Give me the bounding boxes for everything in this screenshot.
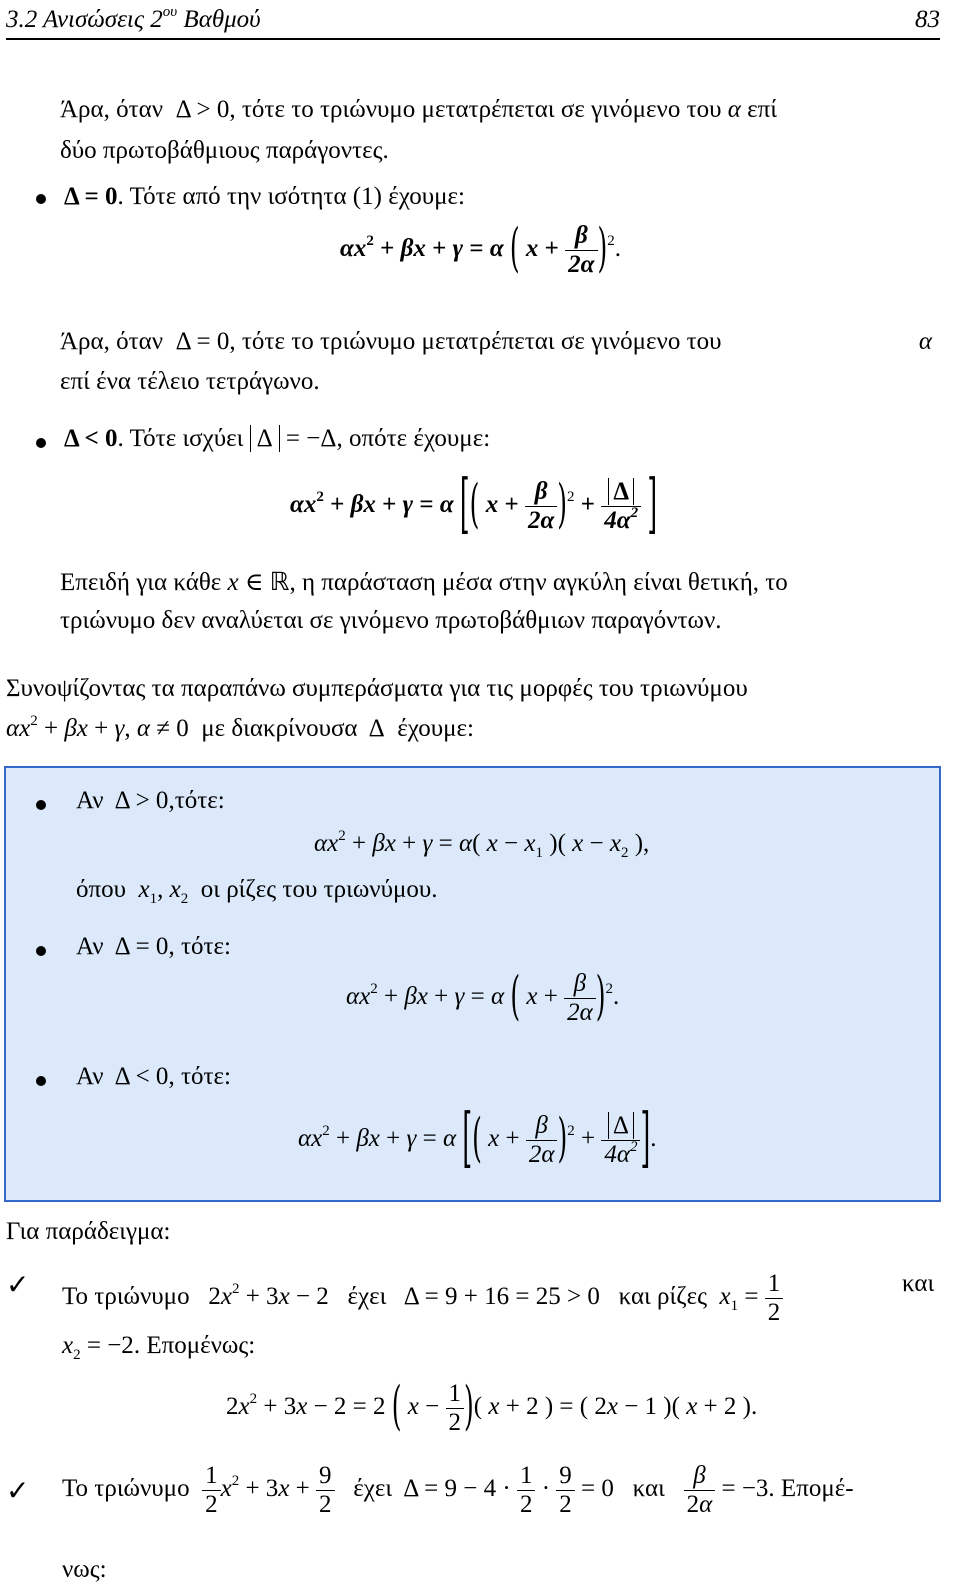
summary-case-positive: Αν Δ > 0,τότε: (76, 787, 225, 814)
bullet-icon (36, 800, 46, 810)
example-1-line: Το τριώνυμο $2x^2 + 3x - 2$ έχει Δ = 9 + 16 = 25 > 0 και ρίζες $x_1$ = $\frac{1}{2}$ (62, 1270, 783, 1327)
bullet-icon (36, 1076, 46, 1086)
paragraph-line: Συνοψίζοντας τα παραπάνω συμπεράσματα για τις μορφές του τριωνύμου (6, 675, 748, 702)
example-label: Για παράδειγμα: (6, 1218, 171, 1245)
example-1-and: και (902, 1270, 935, 1297)
paragraph-line: $\alpha x^2 + \beta x + \gamma$, α ≠ 0 με διακρίνουσα Δ έχουμε: (6, 713, 475, 742)
paragraph-line: δύο πρωτοβάθμιους παράγοντες. (60, 137, 389, 164)
chapter-title: 3.2 Ανισώσεις $2^{o\upsilon}$ Βαθμού (6, 4, 261, 33)
summary-case-zero: Αν Δ = 0, τότε: (76, 933, 231, 960)
bullet-icon (36, 438, 46, 448)
paragraph-line: Άρα, όταν Δ > 0, τότε το τριώνυμο μετατρέπεται σε γινόμενο του α επί (60, 96, 778, 123)
formula-perfect-square: $\alpha x^2 + \beta x + \gamma = \alpha$ ( x + $\frac{\beta}{2\alpha}$ )$^2$. (340, 217, 622, 279)
example-2-line: νως: (62, 1556, 107, 1583)
formula-factorization: $\alpha x^2 + \beta x + \gamma = \alpha$( $x - x_1$ )( $x - x_2$ ), (314, 828, 650, 861)
case-heading: Δ < 0. Τότε ισχύει Δ = −Δ, οπότε έχουμε: (64, 425, 491, 452)
formula-completed-square: $\alpha x^2 + \beta x + \gamma = \alpha$ [( x + $\frac{\beta}{2\alpha}$ )$^2$ + $\frac{\Delta}{4\alpha^2}$ ]. (298, 1100, 657, 1176)
paragraph-line: επί ένα τέλειο τετράγωνο. (60, 368, 320, 395)
formula-perfect-square: $\alpha x^2 + \beta x + \gamma = \alpha$ ( x + $\frac{\beta}{2\alpha}$ )$^2$. (346, 965, 620, 1027)
paragraph-line: Επειδή για κάθε x ∈ ℝ, η παράσταση μέσα στην αγκύλη είναι θετική, το (60, 567, 788, 596)
case-heading: Δ = 0. Τότε από την ισότητα (1) έχουμε: (64, 183, 465, 210)
summary-case-negative: Αν Δ < 0, τότε: (76, 1063, 231, 1090)
checkmark-icon: ✓ (6, 1474, 30, 1507)
page-header (6, 4, 940, 40)
formula-completed-square: $\alpha x^2 + \beta x + \gamma = \alpha$ [( x + $\frac{\beta}{2\alpha}$ )$^2$ + $\frac{\Delta}{4\alpha^2}$ ] (290, 466, 658, 542)
page-number: 83 (915, 6, 940, 33)
formula-example-1: $2x^2 + 3x - 2 = 2$ ( x − $\frac{1}{2}$ )( x + 2 ) = ( 2x − 1 )( x + 2 ). (226, 1375, 758, 1437)
checkmark-icon: ✓ (6, 1268, 30, 1301)
bullet-icon (36, 946, 46, 956)
roots-note: όπου $x_1$, $x_2$ οι ρίζες του τριωνύμου. (76, 876, 438, 907)
paragraph-line: τριώνυμο δεν αναλύεται σε γινόμενο πρωτοβάθμιων παραγόντων. (60, 607, 722, 634)
example-1-line: $x_2 = -2$. Επομένως: (62, 1332, 256, 1363)
bullet-icon (36, 194, 46, 204)
paragraph-line: Άρα, όταν Δ = 0, τότε το τριώνυμο μετατρέπεται σε γινόμενο του α (60, 328, 932, 355)
example-2-line: Το τριώνυμο $\frac{1}{2}$ $x^2 + 3x$ + $\frac{9}{2}$ έχει Δ = 9 − 4 · $\frac{1}{2}$ · $\frac{9}{2}$ = 0 και $\frac{\beta}{2\alpha}$ = −3. Επομέ- (62, 1462, 854, 1518)
